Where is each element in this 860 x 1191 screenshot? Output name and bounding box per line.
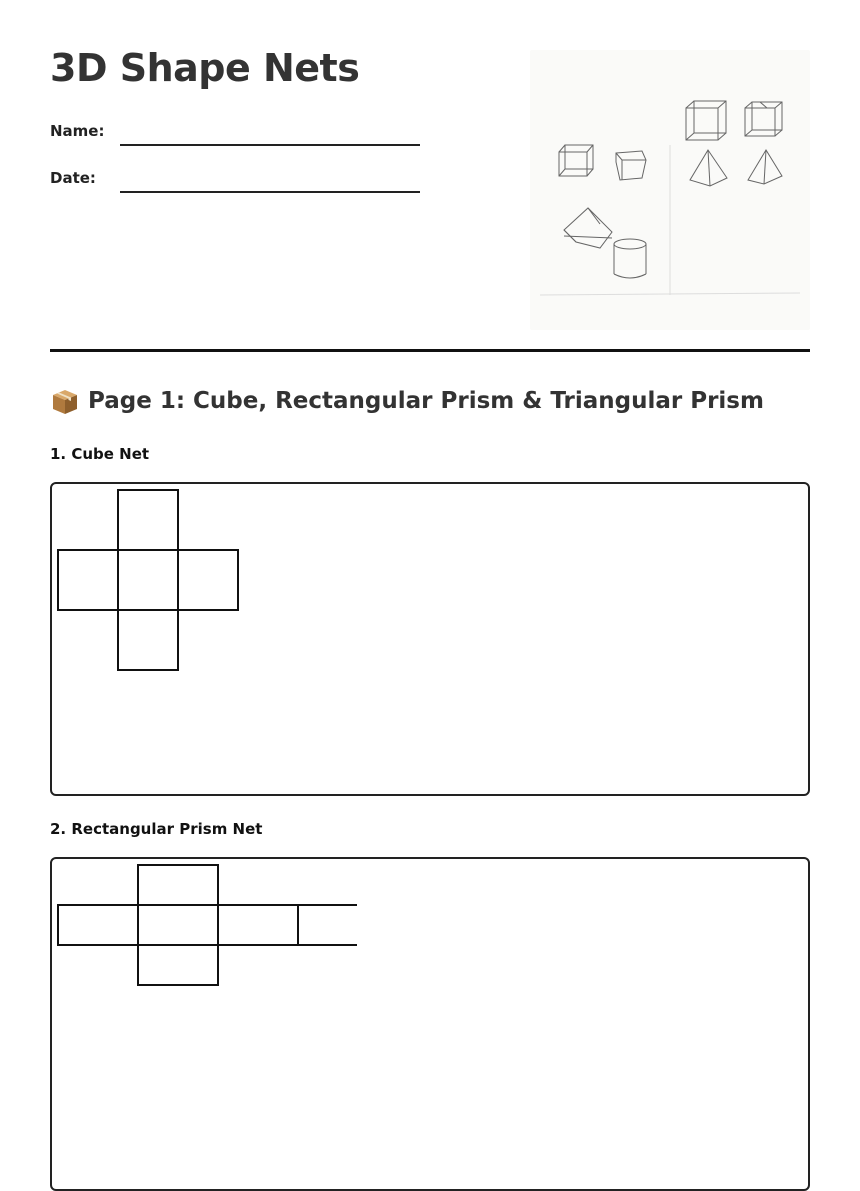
- prism-face-right: [217, 904, 299, 946]
- prism-face-back: [297, 904, 357, 946]
- page-title: 3D Shape Nets: [50, 46, 360, 90]
- date-field[interactable]: [120, 191, 420, 193]
- cube-face-left: [57, 549, 119, 611]
- prism-face-front: [137, 904, 219, 946]
- prism-face-top: [137, 864, 219, 906]
- cube-face-front: [117, 549, 179, 611]
- rect-prism-net-heading: 2. Rectangular Prism Net: [50, 820, 263, 838]
- cube-net-heading: 1. Cube Net: [50, 445, 150, 463]
- cube-face-bottom: [117, 609, 179, 671]
- cube-face-top: [117, 489, 179, 551]
- cube-net-box: [50, 482, 810, 796]
- prism-face-bottom: [137, 944, 219, 986]
- cube-face-right: [177, 549, 239, 611]
- name-label: Name:: [50, 122, 105, 140]
- package-box-icon: [50, 386, 80, 416]
- date-label: Date:: [50, 169, 96, 187]
- section-heading: [50, 386, 764, 416]
- rect-prism-net-box: [50, 857, 810, 1191]
- prism-face-left: [57, 904, 139, 946]
- name-field[interactable]: [120, 144, 420, 146]
- shapes-sketch-image: [530, 50, 810, 330]
- section-divider: [50, 349, 810, 352]
- section-heading-text: Page 1: Cube, Rectangular Prism & Triangular Prism: [88, 388, 764, 414]
